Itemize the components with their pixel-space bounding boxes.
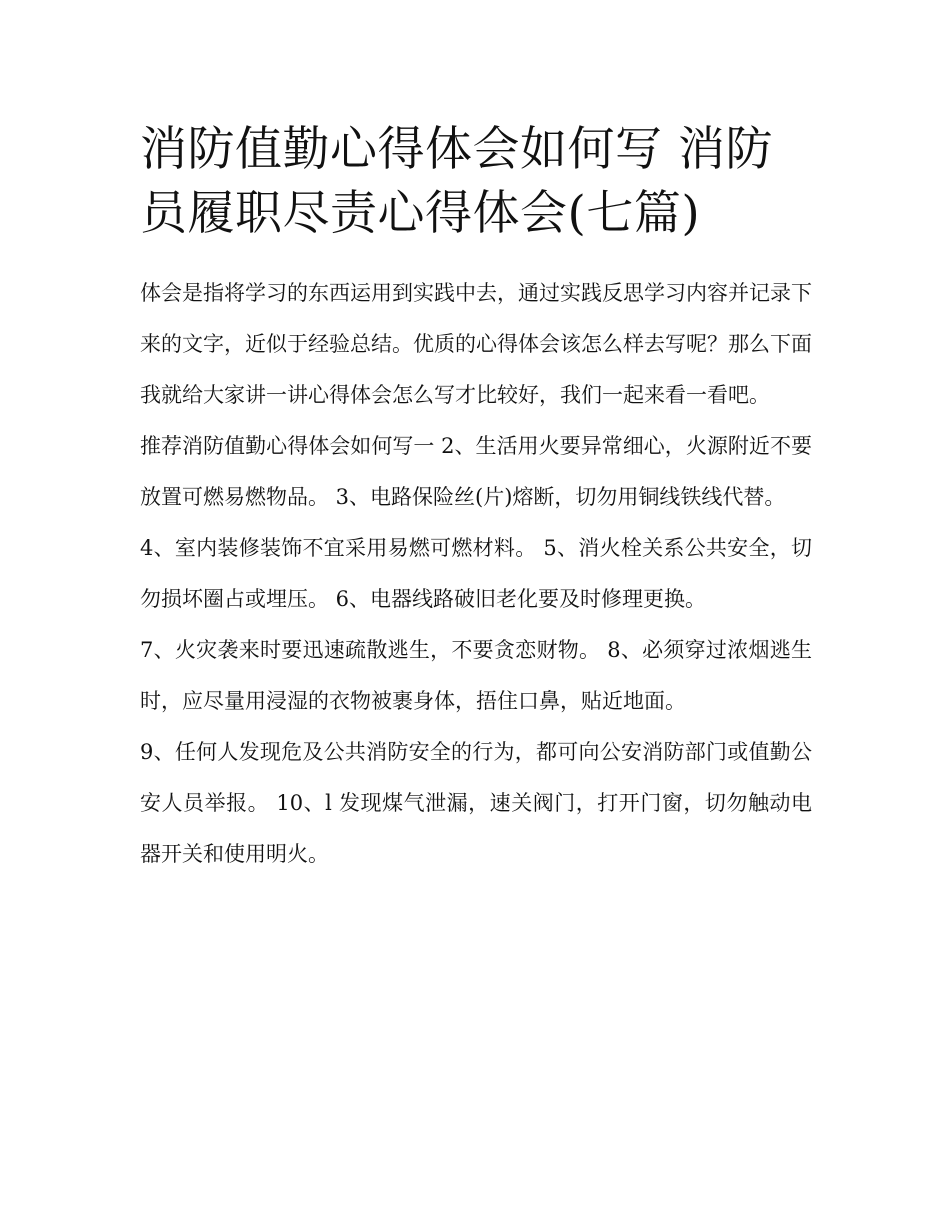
paragraph-tips-4: 9、任何人发现危及公共消防安全的行为，都可向公安消防部门或值勤公安人员举报。 10、l 发现煤气泄漏，速关阀门，打开门窗，切勿触动电器开关和使用明火。 xyxy=(140,740,812,866)
paragraph-intro: 体会是指将学习的东西运用到实践中去，通过实践反思学习内容并记录下来的文字，近似于经验总结。优质的心得体会该怎么样去写呢？那么下面我就给大家讲一讲心得体会怎么写才比较好，我们一起来看一看吧。 xyxy=(140,281,812,407)
paragraph-tips-2: 4、室内装修装饰不宜采用易燃可燃材料。 5、消火栓关系公共安全，切勿损坏圈占或埋压。 6、电器线路破旧老化要及时修理更换。 xyxy=(140,536,812,611)
paragraph-tips-3: 7、火灾袭来时要迅速疏散逃生，不要贪恋财物。 8、必须穿过浓烟逃生时，应尽量用浸湿的衣物被裹身体，捂住口鼻，贴近地面。 xyxy=(140,638,812,713)
paragraph-tips-1: 推荐消防值勤心得体会如何写一 2、生活用火要异常细心，火源附近不要放置可燃易燃物品。 3、电路保险丝(片)熔断，切勿用铜线铁线代替。 xyxy=(140,434,812,509)
document-title: 消防值勤心得体会如何写 消防员履职尽责心得体会(七篇) xyxy=(140,122,773,241)
